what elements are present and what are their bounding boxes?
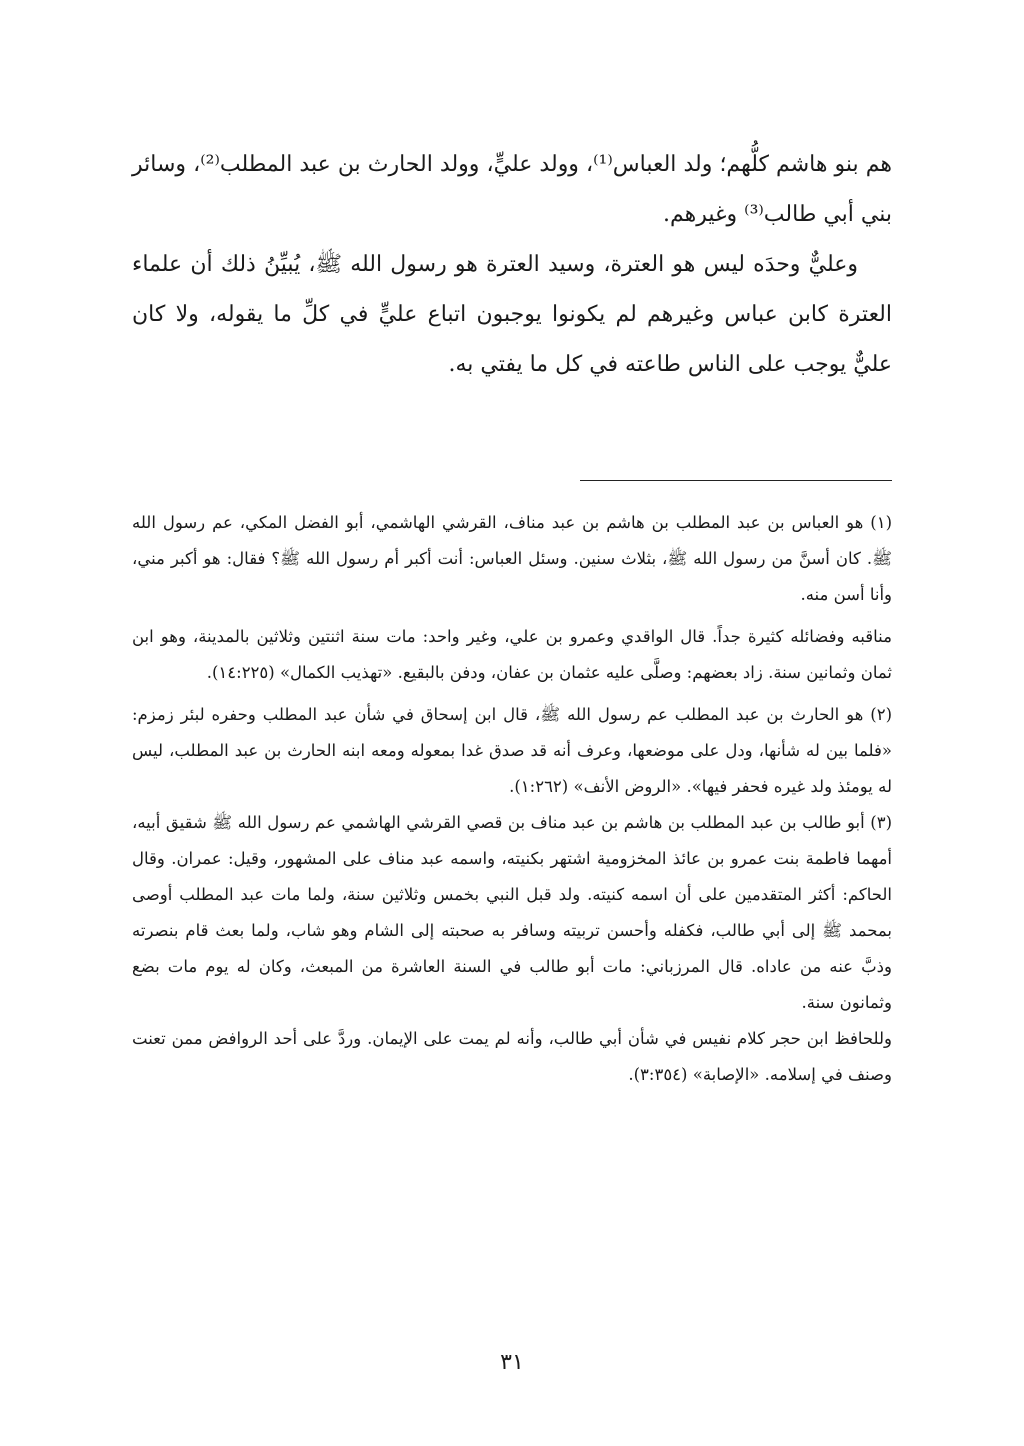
footnotes — [132, 505, 892, 1093]
footnote-3: (٣) أبو طالب بن عبد المطلب بن هاشم بن عبد مناف بن قصي القرشي الهاشمي عم رسول الله ﷺ شقيق أبيه، أمهما فاطمة بنت عمرو بن عائذ المخزومية اشتهر بكنيته، واسمه عبد مناف على المشهور، وقيل: عمران. وقال الحاكم: أكثر المتقدمين على أن اسمه كنيته. ولد قبل النبي بخمس وثلاثين سنة، ولما مات عبد المطلب أوصى بمحمد ﷺ إلى أبي طالب، فكفله وأحسن تربيته وسافر به صحبته إلى الشام وهو شاب، ولما بعث قام بنصرته وذبَّ عنه من عاداه. قال المرزباني: مات أبو طالب في السنة العاشرة من المبعث، وكان له يوم مات بضع وثمانون سنة. — [132, 813, 892, 1012]
main-paragraph-2: وعليٌّ وحدَه ليس هو العترة، وسيد العترة هو رسول الله ﷺ، يُبيِّنُ ذلك أن علماء العترة كابن عباس وغيرهم لم يكونوا يوجبون اتباع عليٍّ في كلِّ ما يقوله، ولا كان عليٌّ يوجب على الناس طاعته في كل ما يفتي به. — [132, 252, 892, 377]
footnote-1: (١) هو العباس بن عبد المطلب بن هاشم بن عبد مناف، القرشي الهاشمي، أبو الفضل المكي، عم رسول الله ﷺ. كان أسنَّ من رسول الله ﷺ، بثلاث سنين. وسئل العباس: أنت أكبر أم رسول الله ﷺ؟ فقال: هو أكبر مني، وأنا أسن منه. — [132, 513, 892, 604]
footnote-2: (٢) هو الحارث بن عبد المطلب عم رسول الله ﷺ، قال ابن إسحاق في شأن عبد المطلب وحفره لبئر زمزم: «فلما بين له شأنها، ودل على موضعها، وعرف أنه قد صدق غدا بمعوله ومعه ابنه الحارث بن عبد المطلب، ليس له يومئذ ولد غيره فحفر فيها». «الروض الأنف» (١:٢٦٢). — [132, 705, 892, 796]
footnote-separator — [580, 480, 892, 481]
main-paragraph-1: هم بنو هاشم كلُّهم؛ ولد العباس⁽¹⁾، وولد عليٍّ، وولد الحارث بن عبد المطلب⁽²⁾، وسائر بني أبي طالب⁽³⁾ وغيرهم. — [132, 152, 892, 227]
footnote-1-continued: مناقبه وفضائله كثيرة جداً. قال الواقدي وعمرو بن علي، وغير واحد: مات سنة اثنتين وثلاثين بالمدينة، وهو ابن ثمان وثمانين سنة. زاد بعضهم: وصلَّى عليه عثمان بن عفان، ودفن بالبقيع. «تهذيب الكمال» (١٤:٢٢٥). — [132, 627, 892, 682]
main-text — [132, 140, 892, 390]
page-number: ٣١ — [500, 1350, 524, 1375]
footnote-3-continued: وللحافظ ابن حجر كلام نفيس في شأن أبي طالب، وأنه لم يمت على الإيمان. وردَّ على أحد الروافض ممن تعنت وصنف في إسلامه. «الإصابة» (٣:٣٥٤). — [132, 1029, 892, 1084]
